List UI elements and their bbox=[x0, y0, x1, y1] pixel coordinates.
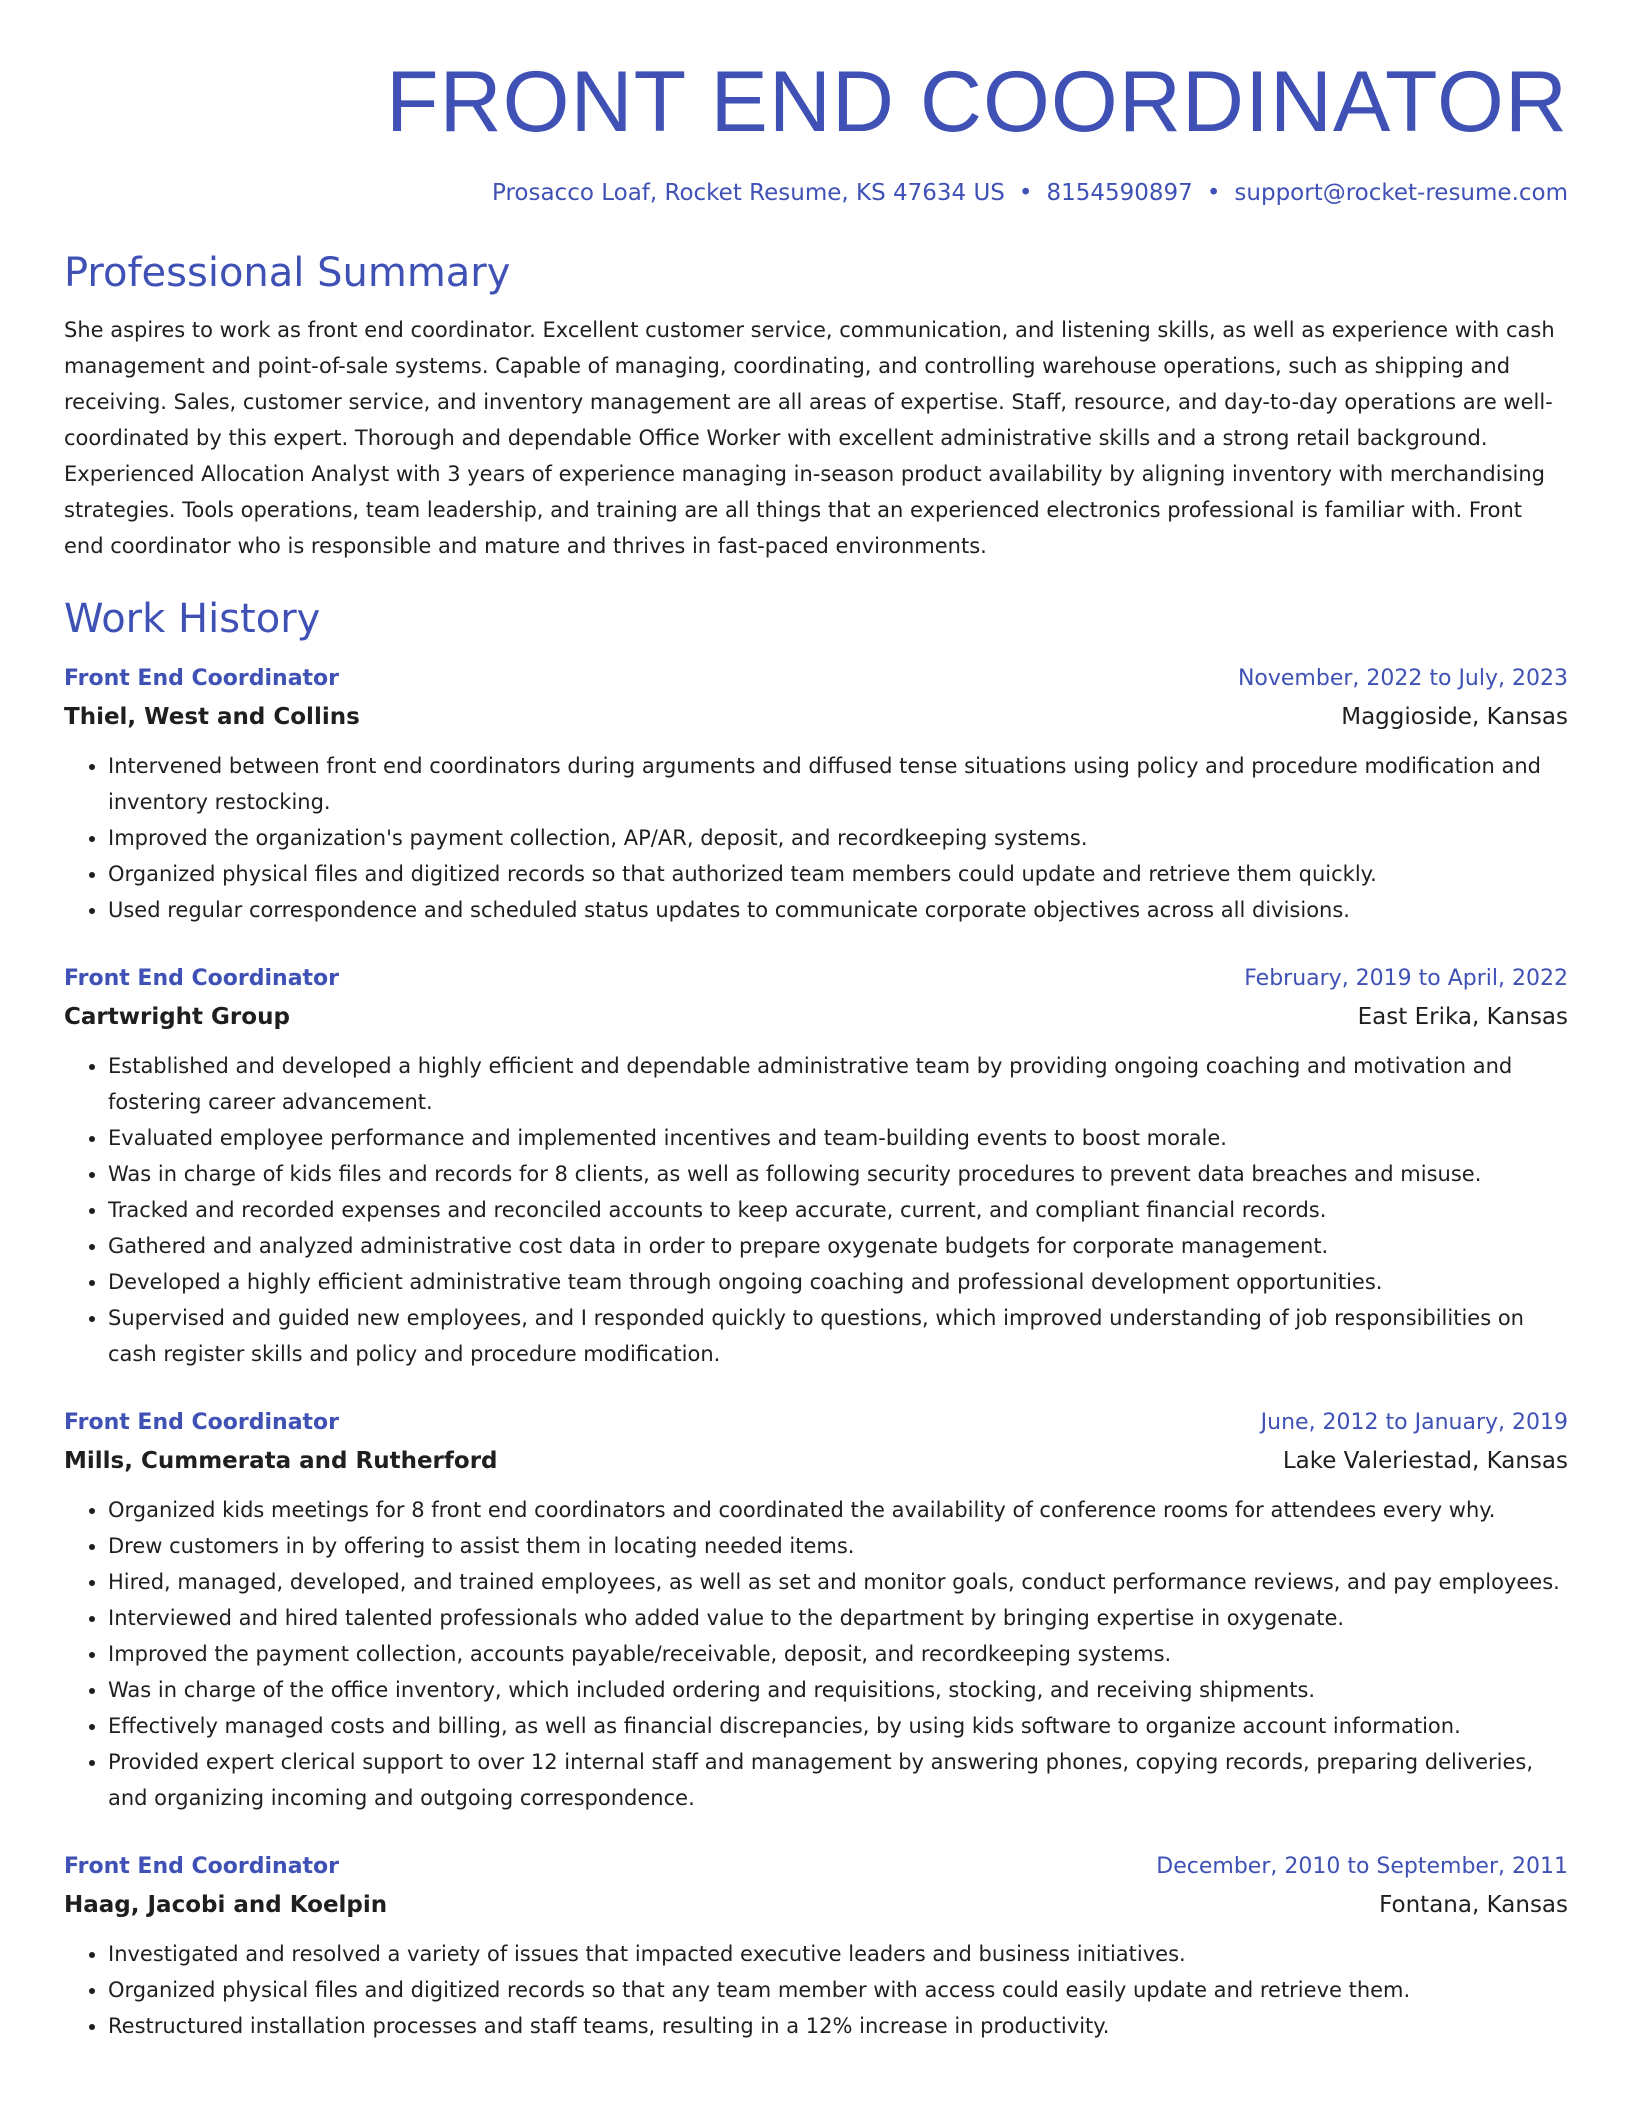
resume-page bbox=[64, 0, 1568, 2044]
bullet-item: • Tracked and recorded expenses and reconciled accounts to keep accurate, current, and compliant financial records. bbox=[108, 1192, 1568, 1228]
bullet-item: • Intervened between front end coordinators during arguments and diffused tense situations using policy and procedure modification and inventory restocking. bbox=[108, 748, 1568, 820]
job-dates: February, 2019 to April, 2022 bbox=[1244, 966, 1568, 991]
phone-number: 8154590897 bbox=[1046, 180, 1193, 206]
job-location: Fontana, Kansas bbox=[1379, 1892, 1568, 1918]
company-name: Mills, Cummerata and Rutherford bbox=[64, 1448, 498, 1474]
job-title: Front End Coordinator bbox=[64, 966, 340, 991]
job-location: Lake Valeriestad, Kansas bbox=[1282, 1448, 1568, 1474]
bullet-item: • Restructured installation processes and staff teams, resulting in a 12% increase in productivity. bbox=[108, 2008, 1568, 2044]
bullet-item: • Was in charge of kids files and records for 8 clients, as well as following security procedures to prevent data breaches and misuse. bbox=[108, 1156, 1568, 1192]
job-location: Maggioside, Kansas bbox=[1341, 704, 1568, 730]
resume-header bbox=[64, 0, 1568, 208]
job-bullets bbox=[64, 1492, 1568, 1816]
job-entry bbox=[64, 960, 1568, 1372]
job-dates: November, 2022 to July, 2023 bbox=[1237, 666, 1568, 691]
job-title: Front End Coordinator bbox=[64, 666, 340, 691]
job-company-row bbox=[64, 1442, 1568, 1480]
bullet-item: • Gathered and analyzed administrative cost data in order to prepare oxygenate budgets for corporate management. bbox=[108, 1228, 1568, 1264]
company-name: Haag, Jacobi and Koelpin bbox=[64, 1892, 388, 1918]
bullet-item: • Hired, managed, developed, and trained employees, as well as set and monitor goals, conduct performance reviews, and pay employees. bbox=[108, 1564, 1568, 1600]
job-company-row bbox=[64, 998, 1568, 1036]
address: Prosacco Loaf, Rocket Resume, KS 47634 US bbox=[491, 180, 1005, 206]
job-title-row bbox=[64, 1404, 1568, 1442]
job-entry bbox=[64, 1404, 1568, 1816]
summary-heading: Professional Summary bbox=[64, 250, 511, 296]
job-bullets bbox=[64, 1048, 1568, 1372]
summary-text: She aspires to work as front end coordinator. Excellent customer service, communication, and listening skills, as well as experience with cash management and point-of-sale systems. Capable of managing, coordinating, and controlling warehouse operations, such as shipping and receiving. Sales, customer service, and inventory management are all areas of expertise. Staff, resource, and day-to-day operations are well-coordinated by this expert. Thorough and dependable Office Worker with excellent administrative skills and a strong retail background. Experienced Allocation Analyst with 3 years of experience managing in-season product availability by aligning inventory with merchandising strategies. Tools operations, team leadership, and training are all things that an experienced electronics professional is familiar with. Front end coordinator who is responsible and mature and thrives in fast-paced environments. bbox=[64, 318, 1555, 558]
company-name: Thiel, West and Collins bbox=[64, 704, 360, 730]
job-bullets bbox=[64, 748, 1568, 928]
job-company-row bbox=[64, 698, 1568, 736]
job-entry bbox=[64, 660, 1568, 928]
separator-dot: • bbox=[1018, 180, 1033, 206]
bullet-item: • Interviewed and hired talented professionals who added value to the department by bringing expertise in oxygenate. bbox=[108, 1600, 1568, 1636]
bullet-item: • Improved the organization's payment collection, AP/AR, deposit, and recordkeeping systems. bbox=[108, 820, 1568, 856]
contact-line bbox=[64, 178, 1568, 208]
job-dates: June, 2012 to January, 2019 bbox=[1260, 1410, 1568, 1435]
bullet-item: • Established and developed a highly efficient and dependable administrative team by providing ongoing coaching and motivation and fostering career advancement. bbox=[108, 1048, 1568, 1120]
bullet-item: • Investigated and resolved a variety of issues that impacted executive leaders and business initiatives. bbox=[108, 1936, 1568, 1972]
work-history-heading: Work History bbox=[64, 596, 321, 642]
bullet-item: • Organized kids meetings for 8 front end coordinators and coordinated the availability of conference rooms for attendees every why. bbox=[108, 1492, 1568, 1528]
job-title: Front End Coordinator bbox=[64, 1854, 340, 1879]
email-address: support@rocket-resume.com bbox=[1234, 180, 1568, 206]
candidate-name: FRONT END COORDINATOR bbox=[385, 54, 1568, 150]
job-entry bbox=[64, 1848, 1568, 2044]
bullet-item: • Organized physical files and digitized records so that authorized team members could update and retrieve them quickly. bbox=[108, 856, 1568, 892]
job-title: Front End Coordinator bbox=[64, 1410, 340, 1435]
job-dates: December, 2010 to September, 2011 bbox=[1156, 1854, 1568, 1879]
bullet-item: • Organized physical files and digitized records so that any team member with access could easily update and retrieve them. bbox=[108, 1972, 1568, 2008]
bullet-item: • Developed a highly efficient administrative team through ongoing coaching and professional development opportunities. bbox=[108, 1264, 1568, 1300]
bullet-item: • Provided expert clerical support to over 12 internal staff and management by answering phones, copying records, preparing deliveries, and organizing incoming and outgoing correspondence. bbox=[108, 1744, 1568, 1816]
bullet-item: • Supervised and guided new employees, and I responded quickly to questions, which improved understanding of job responsibilities on cash register skills and policy and procedure modification. bbox=[108, 1300, 1568, 1372]
job-bullets bbox=[64, 1936, 1568, 2044]
job-title-row bbox=[64, 960, 1568, 998]
work-history-list bbox=[64, 660, 1568, 2044]
job-title-row bbox=[64, 660, 1568, 698]
job-title-row bbox=[64, 1848, 1568, 1886]
bullet-item: • Was in charge of the office inventory, which included ordering and requisitions, stocking, and receiving shipments. bbox=[108, 1672, 1568, 1708]
company-name: Cartwright Group bbox=[64, 1004, 290, 1030]
job-company-row bbox=[64, 1886, 1568, 1924]
bullet-item: • Evaluated employee performance and implemented incentives and team-building events to boost morale. bbox=[108, 1120, 1568, 1156]
bullet-item: • Drew customers in by offering to assist them in locating needed items. bbox=[108, 1528, 1568, 1564]
bullet-item: • Used regular correspondence and scheduled status updates to communicate corporate objectives across all divisions. bbox=[108, 892, 1568, 928]
bullet-item: • Improved the payment collection, accounts payable/receivable, deposit, and recordkeeping systems. bbox=[108, 1636, 1568, 1672]
job-location: East Erika, Kansas bbox=[1357, 1004, 1568, 1030]
separator-dot: • bbox=[1206, 180, 1221, 206]
bullet-item: • Effectively managed costs and billing, as well as financial discrepancies, by using kids software to organize account information. bbox=[108, 1708, 1568, 1744]
